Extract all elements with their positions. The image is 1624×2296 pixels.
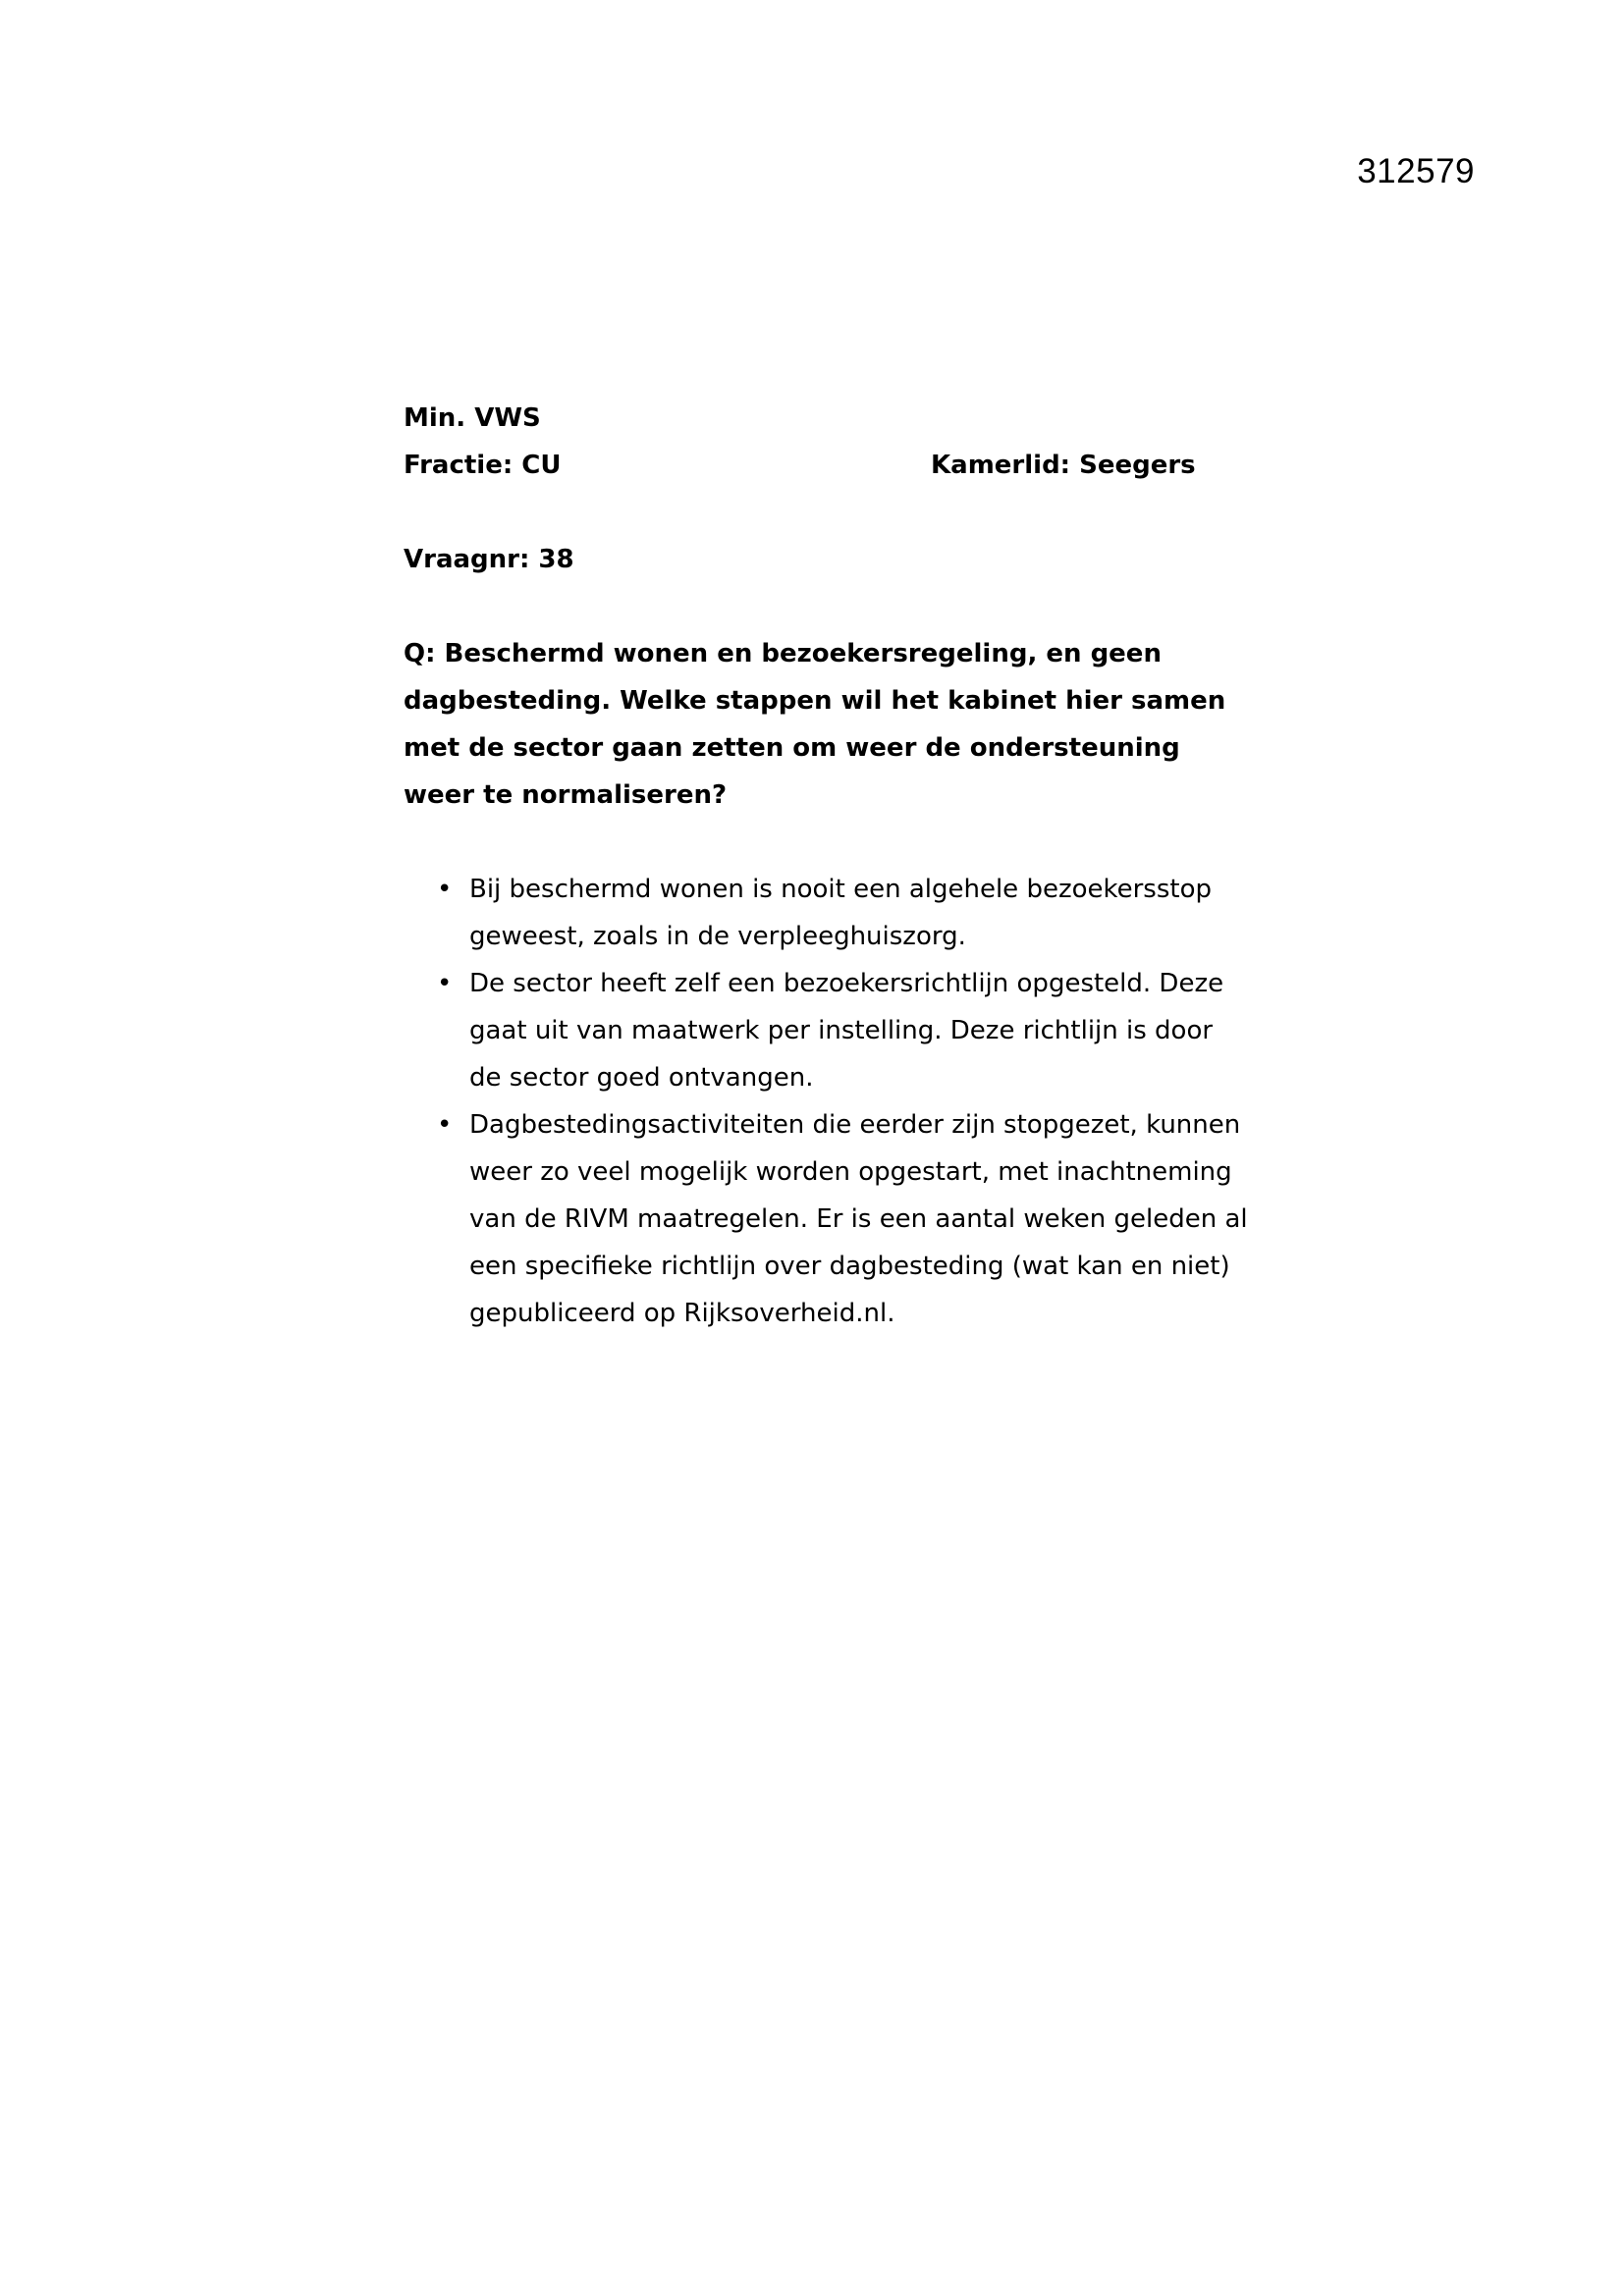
bullet-icon: • xyxy=(437,875,453,904)
question-number: Vraagnr: 38 xyxy=(404,545,574,574)
faction-label: Fractie: CU xyxy=(404,451,562,480)
list-item xyxy=(404,1101,1248,1337)
bullet-icon: • xyxy=(437,969,453,998)
spacer xyxy=(404,583,1248,630)
spacer xyxy=(404,489,1248,536)
member-label: Kamerlid: Seegers xyxy=(931,451,1196,480)
faction-member-row xyxy=(404,442,1248,489)
answer-text: Bij beschermd wonen is nooit een algehele bezoekersstop geweest, zoals in de verpleeghuiszorg. xyxy=(469,875,1213,951)
document-number: 312579 xyxy=(1357,152,1475,190)
list-item xyxy=(404,866,1248,960)
list-item xyxy=(404,960,1248,1101)
answer-list xyxy=(404,866,1248,1337)
answer-text: De sector heeft zelf een bezoekersrichtlijn opgesteld. Deze gaat uit van maatwerk per instelling. Deze richtlijn is door de sector goed ontvangen. xyxy=(469,969,1224,1093)
document-body xyxy=(404,395,1248,1337)
answer-text: Dagbestedingsactiviteiten die eerder zijn stopgezet, kunnen weer zo veel mogelijk worden opgestart, met inachtneming van de RIVM maatregelen. Er is een aantal weken geleden al een specifieke richtlijn over dagbesteding (wat kan en niet) gepubliceerd op Rijksoverheid.nl. xyxy=(469,1110,1248,1328)
ministry-label: Min. VWS xyxy=(404,403,541,433)
bullet-icon: • xyxy=(437,1110,453,1140)
question-text: Q: Beschermd wonen en bezoekersregeling, en geen dagbesteding. Welke stappen wil het kabinet hier samen met de sector gaan zetten om weer de ondersteuning weer te normaliseren? xyxy=(404,639,1226,810)
